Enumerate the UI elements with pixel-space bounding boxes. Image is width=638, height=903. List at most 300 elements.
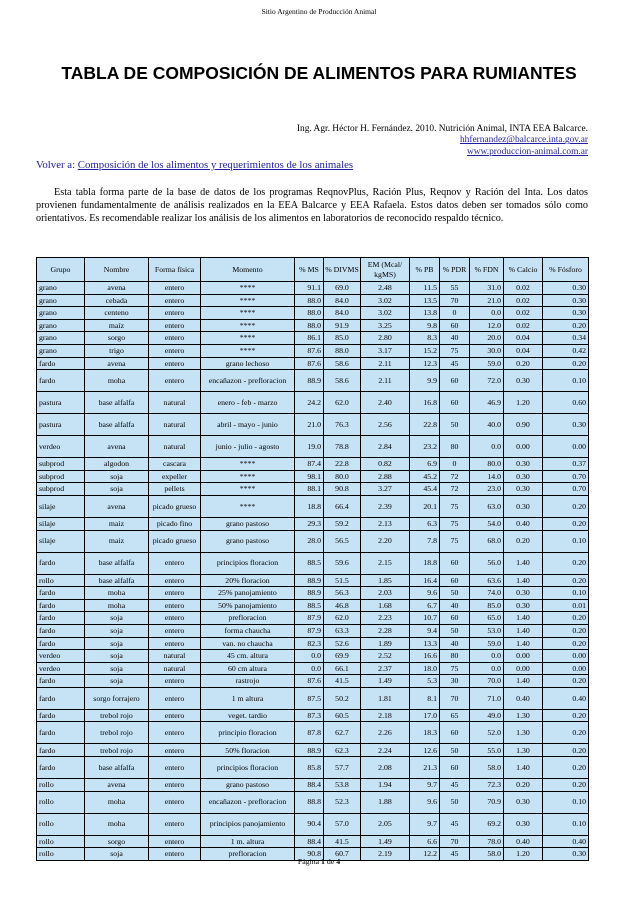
table-cell: entero [149,757,201,779]
table-cell: 60 [440,574,470,587]
table-cell: 40.0 [470,414,504,436]
table-cell: **** [201,332,295,345]
table-cell: soja [85,637,149,650]
table-cell: natural [149,414,201,436]
table-cell: 60 [440,552,470,574]
table-cell: 55.0 [470,744,504,757]
table-cell: 14.0 [470,470,504,483]
table-cell: 12.0 [470,319,504,332]
table-cell: 8.1 [410,687,440,709]
table-cell: fardo [37,587,85,600]
table-cell: soja [85,848,149,861]
table-cell: entero [149,637,201,650]
table-cell: 30 [440,675,470,688]
table-cell: fardo [37,612,85,625]
table-cell: verdeo [37,650,85,663]
table-cell: 0.0 [470,436,504,458]
table-row [37,495,589,517]
table-cell: 72.0 [470,370,504,392]
page-footer [0,857,638,866]
table-cell: 50 [440,624,470,637]
table-cell: moha [85,791,149,813]
table-cell: 3.27 [361,483,410,496]
table-cell: 90.8 [324,483,361,496]
table-cell: 0.20 [543,612,589,625]
table-cell: 2.56 [361,414,410,436]
table-cell: 80.0 [470,458,504,471]
table-cell: 0.20 [543,722,589,744]
table-cell: grano [37,294,85,307]
table-cell: 69.0 [324,282,361,295]
table-cell: 75 [440,662,470,675]
table-cell: 13.3 [410,637,440,650]
table-cell: 29.3 [295,517,324,530]
table-cell: base alfalfa [85,574,149,587]
table-cell: 80 [440,436,470,458]
table-cell: grano [37,282,85,295]
table-cell: silaje [37,530,85,552]
table-cell: entero [149,294,201,307]
table-cell: 66.1 [324,662,361,675]
table-cell: 1.81 [361,687,410,709]
feed-composition-table [36,257,589,861]
table-cell: 0.20 [543,744,589,757]
table-cell: sorgo [85,835,149,848]
table-cell: entero [149,835,201,848]
table-cell: 1.40 [504,552,543,574]
table-cell: 58.6 [324,370,361,392]
page-header: Sitio Argentino de Producción Animal [261,7,377,16]
table-cell: 82.3 [295,637,324,650]
table-cell: 2.13 [361,517,410,530]
table-cell: principios panojamiento [201,813,295,835]
table-cell: 57.7 [324,757,361,779]
table-row [37,307,589,320]
table-row [37,470,589,483]
table-cell: 0.30 [543,282,589,295]
table-cell: 88.4 [295,779,324,792]
table-cell: 98.1 [295,470,324,483]
table-cell: natural [149,392,201,414]
table-cell: 2.23 [361,612,410,625]
table-cell: 18.8 [410,552,440,574]
table-cell: 21.0 [295,414,324,436]
table-cell: 70.9 [470,791,504,813]
table-cell: 52.6 [324,637,361,650]
table-cell: natural [149,650,201,663]
table-cell: 0.04 [504,332,543,345]
table-cell: avena [85,282,149,295]
table-cell: enero - feb - marzo [201,392,295,414]
table-cell: 0.20 [543,495,589,517]
table-cell: 1.20 [504,392,543,414]
table-cell: 75 [440,495,470,517]
table-cell: 0.30 [504,813,543,835]
table-cell: natural [149,662,201,675]
table-cell: 16.8 [410,392,440,414]
table-cell: 49.0 [470,709,504,722]
table-cell: sorgo [85,332,149,345]
table-row [37,835,589,848]
author-line: Ing. Agr. Héctor H. Fernández. 2010. Nutrición Animal, INTA EEA Balcarce. [296,124,588,134]
table-cell: 0.30 [504,370,543,392]
table-cell: 68.0 [470,530,504,552]
table-cell: 88.0 [295,307,324,320]
table-cell: rastrojo [201,675,295,688]
table-cell: 74.0 [470,587,504,600]
table-cell: 0.20 [543,779,589,792]
table-cell: 1 m altura [201,687,295,709]
table-cell: 50% floracion [201,744,295,757]
page-current: 1 [321,857,325,866]
table-cell: grano [37,307,85,320]
table-cell: moha [85,813,149,835]
table-cell: 9.7 [410,813,440,835]
table-cell: 78.0 [470,835,504,848]
table-cell: 75 [440,344,470,357]
table-cell: prefloracion [201,848,295,861]
table-cell: 18.0 [410,662,440,675]
table-row [37,612,589,625]
table-cell: 2.28 [361,624,410,637]
table-cell: 70.0 [470,675,504,688]
table-cell: 0.02 [504,319,543,332]
table-cell: 0.02 [504,307,543,320]
table-cell: 0.10 [543,587,589,600]
table-cell: junio - julio - agosto [201,436,295,458]
table-cell: 50.2 [324,687,361,709]
table-cell: **** [201,458,295,471]
table-cell: 3.02 [361,307,410,320]
table-cell: 0.20 [543,552,589,574]
table-row [37,662,589,675]
table-cell: 0.30 [504,599,543,612]
table-cell: trebol rojo [85,709,149,722]
table-cell: **** [201,319,295,332]
table-cell: entero [149,307,201,320]
table-cell: 70 [440,687,470,709]
table-cell: 50 [440,744,470,757]
table-cell: rollo [37,791,85,813]
table-row [37,709,589,722]
table-cell: grano pastoso [201,530,295,552]
table-cell: 12.3 [410,357,440,370]
table-cell: 3.02 [361,294,410,307]
table-cell: 50% panojamiento [201,599,295,612]
table-cell: soja [85,612,149,625]
table-cell: 88.4 [295,835,324,848]
table-cell: principios floracion [201,552,295,574]
table-cell: rollo [37,813,85,835]
table-cell: 72 [440,483,470,496]
table-cell: 72.3 [470,779,504,792]
table-cell: 1.88 [361,791,410,813]
table-cell: maiz [85,530,149,552]
table-cell: 88.5 [295,599,324,612]
table-row [37,414,589,436]
table-cell: 0.37 [543,458,589,471]
table-cell: verdeo [37,662,85,675]
table-cell: 0.34 [543,332,589,345]
table-cell: 1.40 [504,574,543,587]
table-cell: trebol rojo [85,722,149,744]
table-cell: maíz [85,319,149,332]
table-cell: avena [85,779,149,792]
table-row [37,687,589,709]
table-cell: 62.7 [324,722,361,744]
table-cell: 0.30 [543,414,589,436]
table-cell: 46.8 [324,599,361,612]
table-cell: 12.2 [410,848,440,861]
table-cell: **** [201,282,295,295]
table-cell: 84.0 [324,307,361,320]
table-cell: entero [149,552,201,574]
table-cell: 90.8 [295,848,324,861]
table-cell: 1.85 [361,574,410,587]
table-cell: 45 [440,779,470,792]
table-cell: rollo [37,848,85,861]
table-cell: 1.89 [361,637,410,650]
table-cell: grano pastoso [201,517,295,530]
table-cell: fardo [37,757,85,779]
table-cell: 88.0 [295,319,324,332]
table-cell: 1.40 [504,757,543,779]
email-link[interactable]: hhfernandez@balcarce.inta.gov.ar [459,135,588,146]
table-cell: fardo [37,599,85,612]
table-cell: 0.0 [470,307,504,320]
column-header: Nombre [85,258,149,282]
table-cell: 9.6 [410,791,440,813]
table-cell: 1.49 [361,675,410,688]
column-header: % Calcio [504,258,543,282]
table-cell: 0.00 [504,650,543,663]
table-cell: 0.20 [504,530,543,552]
table-row [37,392,589,414]
table-cell: trigo [85,344,149,357]
table-cell: moha [85,599,149,612]
table-cell: 19.0 [295,436,324,458]
table-cell: 54.0 [470,517,504,530]
table-cell: 28.0 [295,530,324,552]
table-cell: 2.84 [361,436,410,458]
table-cell: 0.70 [543,470,589,483]
table-cell: 1.30 [504,744,543,757]
table-cell: grano lechoso [201,357,295,370]
table-cell: 0.90 [504,414,543,436]
table-cell: fardo [37,722,85,744]
table-cell: entero [149,722,201,744]
table-cell: 21.0 [470,294,504,307]
table-cell: 85.0 [470,599,504,612]
table-cell: moha [85,587,149,600]
table-cell: entero [149,319,201,332]
table-row [37,282,589,295]
table-cell: 76.3 [324,414,361,436]
table-cell: pellets [149,483,201,496]
table-cell: 88.5 [295,552,324,574]
table-cell: pastura [37,392,85,414]
table-cell: 17.0 [410,709,440,722]
table-cell: 60 [440,370,470,392]
table-cell: 45.2 [410,470,440,483]
table-cell: 63.3 [324,624,361,637]
table-cell: 3.25 [361,319,410,332]
table-cell: algodon [85,458,149,471]
table-cell: 2.24 [361,744,410,757]
table-cell: 10.7 [410,612,440,625]
table-cell: 2.03 [361,587,410,600]
table-cell: 13.5 [410,294,440,307]
table-cell: 2.52 [361,650,410,663]
table-cell: 0.20 [543,675,589,688]
table-cell: 85.0 [324,332,361,345]
page-label: Página [297,857,320,866]
table-row [37,357,589,370]
table-header-row [37,258,589,282]
table-cell: 0.20 [543,574,589,587]
table-cell: entero [149,357,201,370]
table-row [37,552,589,574]
table-cell: 91.9 [324,319,361,332]
table-cell: 59.6 [324,552,361,574]
table-cell: 56.5 [324,530,361,552]
table-cell: 45.4 [410,483,440,496]
table-cell: avena [85,436,149,458]
table-cell: 86.1 [295,332,324,345]
table-cell: entero [149,624,201,637]
table-cell: 40 [440,332,470,345]
table-cell: 6.6 [410,835,440,848]
table-cell: 58.6 [324,357,361,370]
table-cell: 0.02 [504,294,543,307]
table-cell: prefloracion [201,612,295,625]
back-link-text[interactable]: Composición de los alimentos y requerimientos de los animales [77,159,354,171]
table-cell: 9.4 [410,624,440,637]
table-cell: 1.49 [361,835,410,848]
table-cell: 0 [440,307,470,320]
table-cell: 78.8 [324,436,361,458]
table-cell: 0.30 [504,587,543,600]
table-cell: 88.1 [295,483,324,496]
table-row [37,779,589,792]
table-cell: soja [85,470,149,483]
table-cell: pastura [37,414,85,436]
table-cell: 52.0 [470,722,504,744]
table-cell: 75 [440,530,470,552]
table-cell: 13.8 [410,307,440,320]
website-link[interactable]: www.produccion-animal.com.ar [467,146,588,157]
table-cell: moha [85,370,149,392]
table-cell: encañazon - prefloracion [201,791,295,813]
table-cell: soja [85,662,149,675]
table-cell: fardo [37,637,85,650]
table-cell: 63.0 [470,495,504,517]
table-row [37,587,589,600]
table-row [37,574,589,587]
table-cell: 80 [440,650,470,663]
table-cell: 16.6 [410,650,440,663]
table-cell: 0.40 [504,835,543,848]
table-cell: 63.6 [470,574,504,587]
table-cell: 11.5 [410,282,440,295]
table-cell: 2.15 [361,552,410,574]
table-cell: 60 [440,757,470,779]
table-cell: 5.3 [410,675,440,688]
column-header: % PDR [440,258,470,282]
table-cell: subprod [37,470,85,483]
table-row [37,744,589,757]
table-cell: 2.88 [361,470,410,483]
table-cell: entero [149,779,201,792]
table-cell: rollo [37,779,85,792]
table-row [37,722,589,744]
table-cell: 66.4 [324,495,361,517]
table-cell: 2.08 [361,757,410,779]
table-cell: 22.8 [324,458,361,471]
table-cell: fardo [37,370,85,392]
table-row [37,517,589,530]
table-cell: 0.20 [543,319,589,332]
intro-paragraph: Esta tabla forma parte de la base de datos de los programas ReqnovPlus, Ración Plus, Reqnov y Ración del Inta. Los datos provienen fundamentalmente de análisis realizados en la EEA Balcarce y EEA Rafaela. Estos datos deben ser tomados sólo como orientativos. Es recomendable realizar los análisis de los alimentos en laboratorios de reconocido respaldo técnico. [36,187,588,224]
table-cell: 75 [440,517,470,530]
table-cell: 85.8 [295,757,324,779]
table-row [37,344,589,357]
table-cell: entero [149,791,201,813]
table-cell: 1.94 [361,779,410,792]
table-cell: 88.9 [295,587,324,600]
column-header: Grupo [37,258,85,282]
table-cell: cebada [85,294,149,307]
table-cell: 0.00 [504,662,543,675]
table-cell: 0 [440,458,470,471]
table-row [37,624,589,637]
table-cell: 8.3 [410,332,440,345]
table-cell: 60 [440,319,470,332]
table-cell: 50 [440,587,470,600]
table-cell: 7.8 [410,530,440,552]
table-cell: 0.70 [543,483,589,496]
table-row [37,757,589,779]
table-cell: 88.9 [295,574,324,587]
table-cell: soja [85,650,149,663]
table-cell: 0.20 [504,357,543,370]
table-cell: entero [149,332,201,345]
table-cell: 1.30 [504,709,543,722]
table-cell: grano pastoso [201,779,295,792]
table-cell: 0.30 [504,458,543,471]
table-cell: 0.20 [543,517,589,530]
table-cell: 53.0 [470,624,504,637]
table-cell: entero [149,282,201,295]
table-cell: 87.9 [295,624,324,637]
table-cell: 41.5 [324,675,361,688]
table-cell: 0.20 [543,757,589,779]
table-body [37,282,589,861]
table-cell: principios floracion [201,757,295,779]
table-cell: 59.0 [470,637,504,650]
table-cell: 87.6 [295,357,324,370]
page-separator: de [326,857,335,866]
table-cell: fardo [37,357,85,370]
table-cell: **** [201,294,295,307]
table-cell: entero [149,744,201,757]
table-cell: grano [37,344,85,357]
table-cell: entero [149,848,201,861]
table-cell: 20% floracion [201,574,295,587]
table-cell: 30.0 [470,344,504,357]
table-cell: 88.9 [295,370,324,392]
table-row [37,458,589,471]
